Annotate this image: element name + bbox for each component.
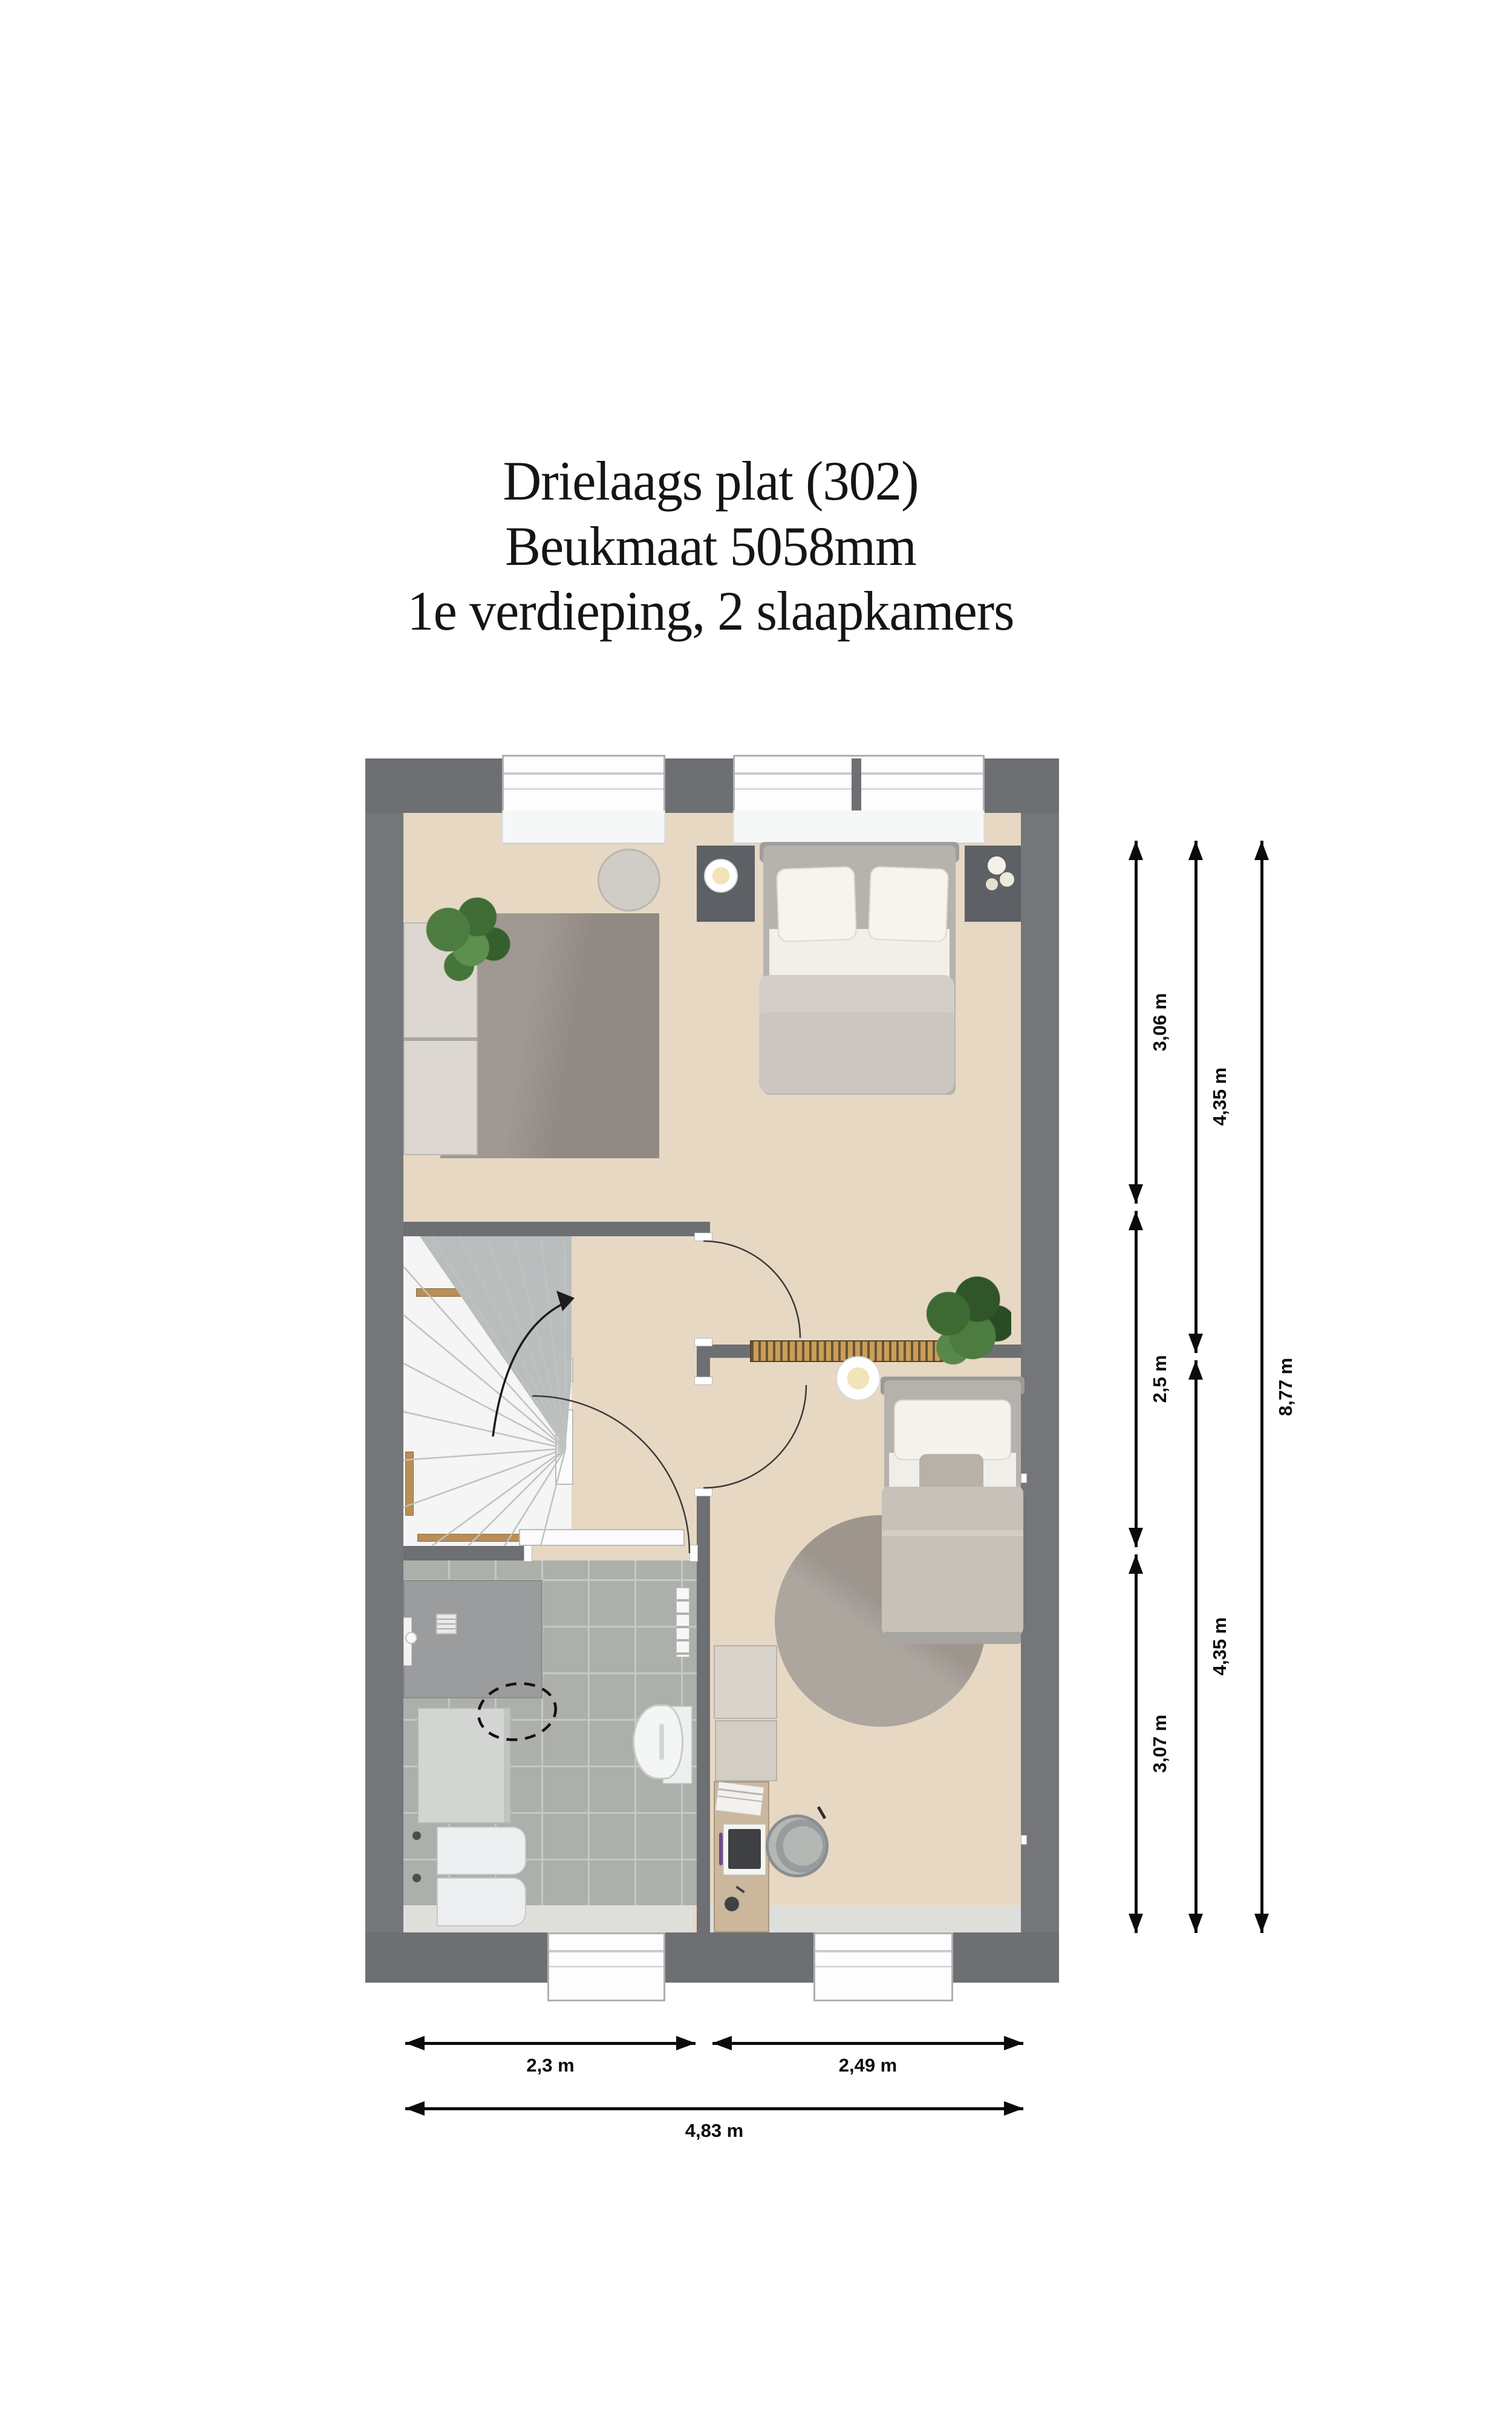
dim-label: 3,07 m xyxy=(1149,1714,1170,1773)
arrowhead-down-icon xyxy=(1254,1914,1269,1933)
dim-line xyxy=(1194,841,1198,1353)
dim-label: 2,5 m xyxy=(1149,1355,1170,1403)
arrowhead-left-icon xyxy=(405,2036,425,2050)
arrowhead-up-icon xyxy=(1188,1360,1203,1380)
arrowhead-right-icon xyxy=(1004,2101,1023,2116)
arrowhead-down-icon xyxy=(1129,1528,1143,1547)
dim-label: 2,3 m xyxy=(526,2055,575,2076)
arrowhead-left-icon xyxy=(405,2101,425,2116)
title-line-1: Drielaags plat (302) xyxy=(503,450,919,512)
dim-line xyxy=(1135,1211,1138,1547)
floorplan xyxy=(365,771,1059,1971)
dim-label: 4,83 m xyxy=(685,2120,744,2141)
arrowhead-up-icon xyxy=(1129,1554,1143,1574)
dim-line xyxy=(712,2042,1023,2045)
dim-label: 4,35 m xyxy=(1209,1067,1230,1126)
arrowhead-right-icon xyxy=(1004,2036,1023,2050)
arrowhead-right-icon xyxy=(676,2036,696,2050)
plan-linework xyxy=(365,771,1059,1971)
fixture-reservation-dashed xyxy=(475,1679,559,1745)
dim-label: 4,35 m xyxy=(1209,1617,1230,1676)
arrowhead-up-icon xyxy=(1129,1211,1143,1230)
title-line-2: Beukmaat 5058mm xyxy=(505,515,916,577)
arrowhead-down-icon xyxy=(1129,1914,1143,1933)
arrowhead-left-icon xyxy=(712,2036,732,2050)
dim-label: 8,77 m xyxy=(1275,1357,1296,1417)
dim-label: 2,49 m xyxy=(838,2055,898,2076)
arrowhead-up-icon xyxy=(1254,841,1269,860)
dim-label: 3,06 m xyxy=(1149,993,1170,1052)
door-arc-bedroom1 xyxy=(703,1241,800,1338)
title-line-3: 1e verdieping, 2 slaapkamers xyxy=(407,580,1014,642)
dim-line xyxy=(1260,841,1263,1933)
dim-line xyxy=(1194,1360,1198,1933)
arrowhead-up-icon xyxy=(1129,841,1143,860)
arrowhead-down-icon xyxy=(1188,1334,1203,1353)
door-arc-bedroom2 xyxy=(703,1385,806,1488)
arrowhead-down-icon xyxy=(1188,1914,1203,1933)
arrowhead-up-icon xyxy=(1188,841,1203,860)
dim-line xyxy=(405,2107,1023,2110)
dim-line xyxy=(405,2042,696,2045)
dim-line xyxy=(1135,1554,1138,1933)
arrowhead-down-icon xyxy=(1129,1184,1143,1204)
floorplan-title xyxy=(212,449,1210,644)
dim-line xyxy=(1135,841,1138,1204)
